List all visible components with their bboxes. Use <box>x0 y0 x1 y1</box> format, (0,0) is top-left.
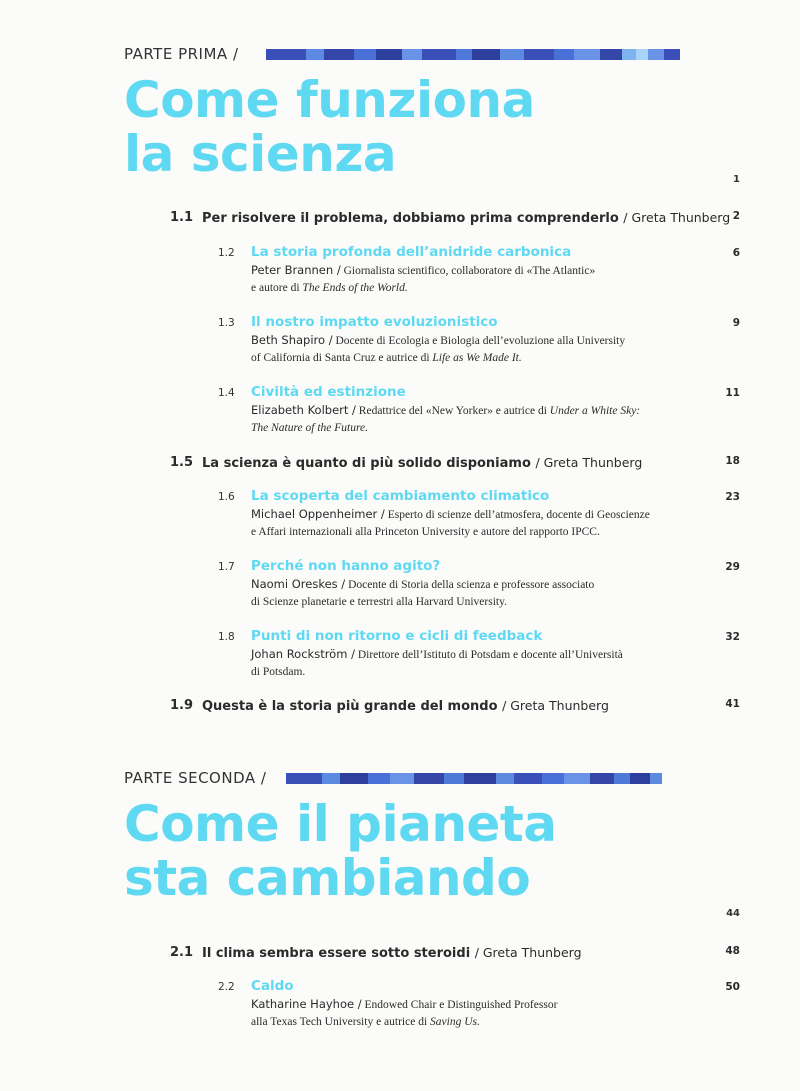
entry-description <box>251 332 691 367</box>
part-title <box>124 797 740 905</box>
part-one-header <box>124 45 740 181</box>
entry-desc-italic: The Nature of the Future. <box>251 422 369 434</box>
entry-desc-italic: Life as We Made It. <box>432 352 522 364</box>
entry-title: La storia profonda dell’anidride carbonica <box>251 244 572 260</box>
entry-desc-italic: Under a White Sky: <box>549 405 641 417</box>
entry-desc-text: di Scienze planetarie e terrestri alla Harvard University. <box>251 596 507 608</box>
entry-number: 1.1 <box>170 210 194 225</box>
entry-desc-text: Giornalista scientifico, collaboratore di «The Atlantic» <box>343 265 596 277</box>
entry-number: 1.3 <box>218 317 235 329</box>
entry-desc-text: Redattrice del «New Yorker» e autrice di <box>358 405 550 417</box>
entry-title-text: Il clima sembra essere sotto steroidi <box>202 946 471 961</box>
part-title-line: la scienza <box>124 125 397 183</box>
part-title <box>124 73 740 181</box>
entry-author: Naomi Oreskes / <box>251 577 346 591</box>
entry-page: 18 <box>725 455 740 467</box>
entry-desc-text: Docente di Storia della scienza e professore associato <box>348 579 595 591</box>
entry-number: 1.8 <box>218 631 235 643</box>
entry-desc-text: Docente di Ecologia e Biologia dell’evoluzione alla University <box>335 335 626 347</box>
entry-page: 41 <box>725 698 740 710</box>
entry-author: Beth Shapiro / <box>251 333 333 347</box>
entry-number: 1.2 <box>218 247 235 259</box>
entry-author: Elizabeth Kolbert / <box>251 403 356 417</box>
part-label: PARTE PRIMA / <box>124 45 239 63</box>
entry-author: / Greta Thunberg <box>474 945 582 960</box>
entry-author: Johan Rockström / <box>251 647 355 661</box>
entry-desc-italic: Saving Us. <box>430 1016 480 1028</box>
entry-title: Perché non hanno agito? <box>251 558 441 574</box>
entry-page: 2 <box>732 210 740 222</box>
entry-page: 6 <box>732 247 740 259</box>
entry-title-text: Per risolvere il problema, dobbiamo prima comprenderlo <box>202 211 619 226</box>
entry-title <box>202 455 642 471</box>
decorative-stripe <box>266 49 740 60</box>
entry-desc-text: e autore di <box>251 282 303 294</box>
part-page-number: 1 <box>733 174 740 185</box>
entry-description <box>251 576 691 611</box>
entry-number: 2.1 <box>170 945 194 960</box>
entry-desc-text: e Affari internazionali alla Princeton University e autore del rapporto IPCC. <box>251 526 600 538</box>
entry-description <box>251 402 691 437</box>
entry-number: 1.7 <box>218 561 235 573</box>
entry-number: 1.5 <box>170 455 194 470</box>
entry-description <box>251 646 691 681</box>
entry-title <box>202 945 582 961</box>
entry-number: 1.9 <box>170 698 194 713</box>
part-page-number: 44 <box>726 908 740 919</box>
part-label: PARTE SECONDA / <box>124 769 267 787</box>
entry-page: 29 <box>725 561 740 573</box>
entry-title <box>202 210 730 226</box>
entry-title-text: La scienza è quanto di più solido disponiamo <box>202 456 531 471</box>
entry-desc-text: alla Texas Tech University e autrice di <box>251 1016 431 1028</box>
entry-author: / Greta Thunberg <box>535 455 643 470</box>
entry-author: / Greta Thunberg <box>623 210 731 225</box>
entry-author: / Greta Thunberg <box>502 698 609 713</box>
entry-number: 1.6 <box>218 491 235 503</box>
entry-description <box>251 262 691 297</box>
entry-title: Punti di non ritorno e cicli di feedback <box>251 628 543 644</box>
part-title-line: Come il pianeta <box>124 795 557 853</box>
entry-title-text: Questa è la storia più grande del mondo <box>202 699 498 714</box>
part-two-header <box>124 769 740 905</box>
entry-description <box>251 506 691 541</box>
entry-title <box>202 698 609 714</box>
entry-page: 11 <box>725 387 740 399</box>
entry-author: Michael Oppenheimer / <box>251 507 385 521</box>
entry-page: 9 <box>732 317 740 329</box>
entry-desc-text: Endowed Chair e Distinguished Professor <box>364 999 558 1011</box>
entry-page: 32 <box>725 631 740 643</box>
entry-desc-italic: The Ends of the World. <box>302 282 408 294</box>
entry-desc-text: Esperto di scienze dell’atmosfera, docente di Geoscienze <box>387 509 650 521</box>
entry-number: 2.2 <box>218 981 235 993</box>
entry-description <box>251 996 691 1031</box>
entry-page: 48 <box>725 945 740 957</box>
part-title-line: Come funziona <box>124 71 535 129</box>
entry-desc-text: di Potsdam. <box>251 666 306 678</box>
decorative-stripe <box>286 773 740 784</box>
part-title-line: sta cambiando <box>124 849 531 907</box>
entry-author: Katharine Hayhoe / <box>251 997 362 1011</box>
entry-desc-text: of California di Santa Cruz e autrice di <box>251 352 433 364</box>
entry-title: Caldo <box>251 978 294 994</box>
entry-number: 1.4 <box>218 387 235 399</box>
entry-title: Civiltà ed estinzione <box>251 384 406 400</box>
entry-page: 50 <box>725 981 740 993</box>
entry-page: 23 <box>725 491 740 503</box>
entry-desc-text: Direttore dell’Istituto di Potsdam e docente all’Università <box>357 649 623 661</box>
entry-author: Peter Brannen / <box>251 263 341 277</box>
entry-title: Il nostro impatto evoluzionistico <box>251 314 498 330</box>
entry-title: La scoperta del cambiamento climatico <box>251 488 550 504</box>
